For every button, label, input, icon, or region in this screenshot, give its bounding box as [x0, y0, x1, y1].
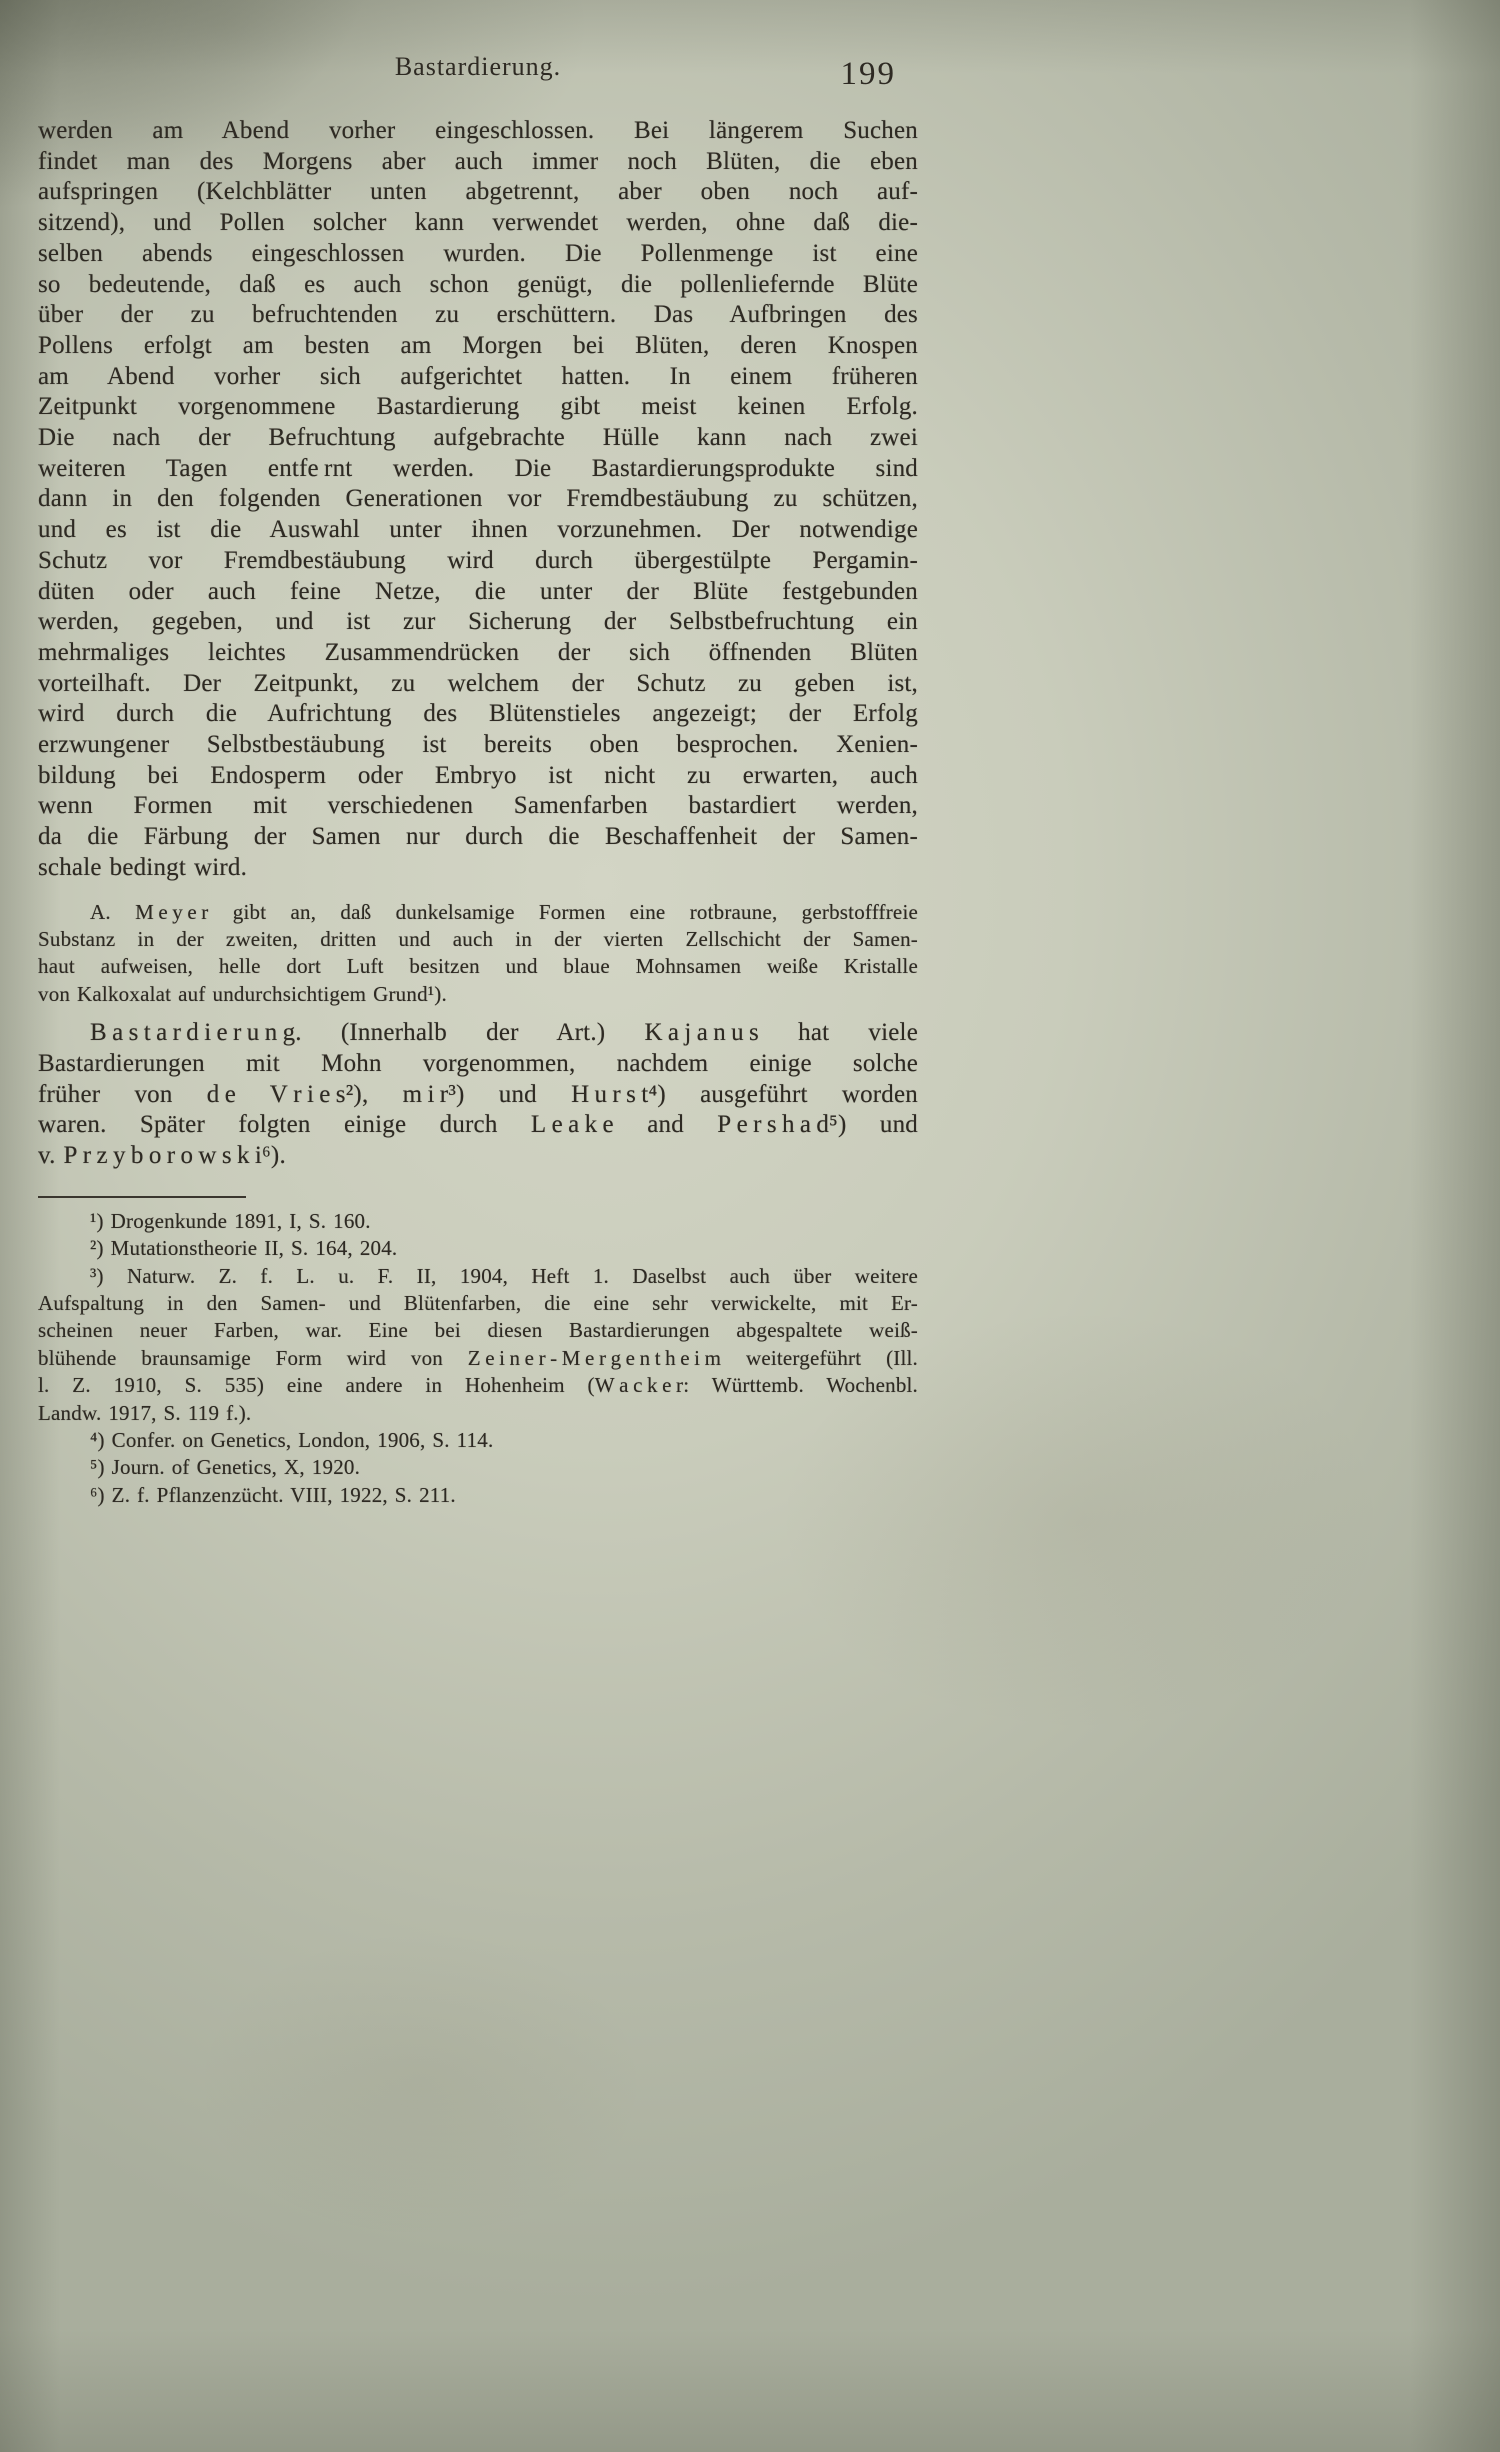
text-line: sitzend), und Pollen solcher kann verwendet werden, ohne daß die-: [38, 209, 918, 237]
text-line: ⁶) Z. f. Pflanzenzücht. VIII, 1922, S. 211.: [90, 1482, 456, 1507]
text-line: selben abends eingeschlossen wurden. Die Pollenmenge ist eine: [38, 239, 918, 267]
text-line: werden am Abend vorher eingeschlossen. Bei längerem Suchen: [38, 117, 918, 144]
text-line: ⁵) Journ. of Genetics, X, 1920.: [90, 1455, 361, 1480]
text-line: waren. Später folgten einige durch L e a k e and P e r s h a d⁵) und: [38, 1111, 918, 1139]
text-line: werden, gegeben, und ist zur Sicherung der Selbstbefruchtung ein: [38, 608, 918, 636]
running-title: Bastardierung.: [394, 52, 562, 81]
text-line: wenn Formen mit verschiedenen Samenfarben bastardiert werden,: [38, 792, 918, 820]
text-line: Zeitpunkt vorgenommene Bastardierung gibt meist keinen Erfolg.: [38, 393, 918, 421]
text-line: düten oder auch feine Netze, die unter der Blüte festgebunden: [38, 577, 918, 605]
paragraph-petit-meyer: [38, 899, 918, 1009]
text-line: da die Färbung der Samen nur durch die Beschaffenheit der Samen-: [38, 823, 918, 851]
footnote-divider: [38, 1196, 246, 1198]
text-line: ¹) Drogenkunde 1891, I, S. 160.: [90, 1208, 371, 1233]
text-line: von Kalkoxalat auf undurchsichtigem Grund¹).: [38, 981, 447, 1006]
page-number: 199: [840, 56, 896, 92]
text-line: und es ist die Auswahl unter ihnen vorzunehmen. Der notwendige: [38, 516, 918, 544]
text-column: [38, 48, 918, 1509]
text-line: ²) Mutationstheorie II, S. 164, 204.: [90, 1236, 398, 1261]
text-line: vorteilhaft. Der Zeitpunkt, zu welchem der Schutz zu geben ist,: [38, 669, 918, 697]
text-line: Aufspaltung in den Samen- und Blütenfarben, die eine sehr verwickelte, mit Er-: [38, 1290, 918, 1315]
text-line: mehrmaliges leichtes Zusammendrücken der sich öffnenden Blüten: [38, 638, 918, 666]
paragraph-main-text: [38, 116, 918, 884]
text-line: Pollens erfolgt am besten am Morgen bei Blüten, deren Knospen: [38, 331, 918, 359]
footnotes-block: [38, 1208, 918, 1509]
text-line: über der zu befruchtenden zu erschüttern. Das Aufbringen des: [38, 301, 918, 329]
text-line: früher von d e V r i e s²), m i r³) und H u r s t⁴) ausgeführt worden: [38, 1080, 918, 1108]
text-line: A. M e y e r gibt an, daß dunkelsamige Formen eine rotbraune, gerbstofffreie: [90, 899, 918, 924]
text-line: schale bedingt wird.: [38, 853, 248, 881]
text-line: ³) Naturw. Z. f. L. u. F. II, 1904, Heft 1. Daselbst auch über weitere: [90, 1263, 918, 1288]
text-line: findet man des Morgens aber auch immer noch Blüten, die eben: [38, 147, 918, 175]
page-header: [38, 48, 918, 94]
text-line: Substanz in der zweiten, dritten und auch in der vierten Zellschicht der Samen-: [38, 926, 918, 951]
text-line: scheinen neuer Farben, war. Eine bei diesen Bastardierungen abgespaltete weiß-: [38, 1318, 918, 1343]
text-line: am Abend vorher sich aufgerichtet hatten. In einem früheren: [38, 362, 918, 390]
text-line: so bedeutende, daß es auch schon genügt, die pollenliefernde Blüte: [38, 270, 918, 298]
text-line: Die nach der Befruchtung aufgebrachte Hülle kann nach zwei: [38, 424, 918, 452]
text-line: l. Z. 1910, S. 535) eine andere in Hohenheim (W a c k e r: Württemb. Wochenbl.: [38, 1373, 918, 1398]
text-line: weiteren Tagen entfe rnt werden. Die Bastardierungsprodukte sind: [38, 454, 918, 482]
text-line: B a s t a r d i e r u n g. (Innerhalb der Art.) K a j a n u s hat viele: [90, 1019, 918, 1047]
text-line: haut aufweisen, helle dort Luft besitzen und blaue Mohnsamen weiße Kristalle: [38, 954, 918, 979]
text-line: erzwungener Selbstbestäubung ist bereits oben besprochen. Xenien-: [38, 731, 918, 759]
text-line: bildung bei Endosperm oder Embryo ist nicht zu erwarten, auch: [38, 761, 918, 789]
text-line: aufspringen (Kelchblätter unten abgetrennt, aber oben noch auf-: [38, 178, 918, 206]
text-line: v. P r z y b o r o w s k i⁶).: [38, 1142, 286, 1170]
text-line: ⁴) Confer. on Genetics, London, 1906, S. 114.: [90, 1427, 494, 1452]
text-line: Landw. 1917, S. 119 f.).: [38, 1400, 252, 1425]
text-line: Bastardierungen mit Mohn vorgenommen, nachdem einige solche: [38, 1049, 918, 1077]
text-line: dann in den folgenden Generationen vor Fremdbestäubung zu schützen,: [38, 485, 918, 513]
paragraph-kajanus: [38, 1018, 918, 1172]
text-line: wird durch die Aufrichtung des Blütenstieles angezeigt; der Erfolg: [38, 700, 918, 728]
text-line: Schutz vor Fremdbestäubung wird durch übergestülpte Pergamin-: [38, 546, 918, 574]
text-line: blühende braunsamige Form wird von Z e i n e r - M e r g e n t h e i m weitergeführt (Ill.: [38, 1345, 918, 1370]
